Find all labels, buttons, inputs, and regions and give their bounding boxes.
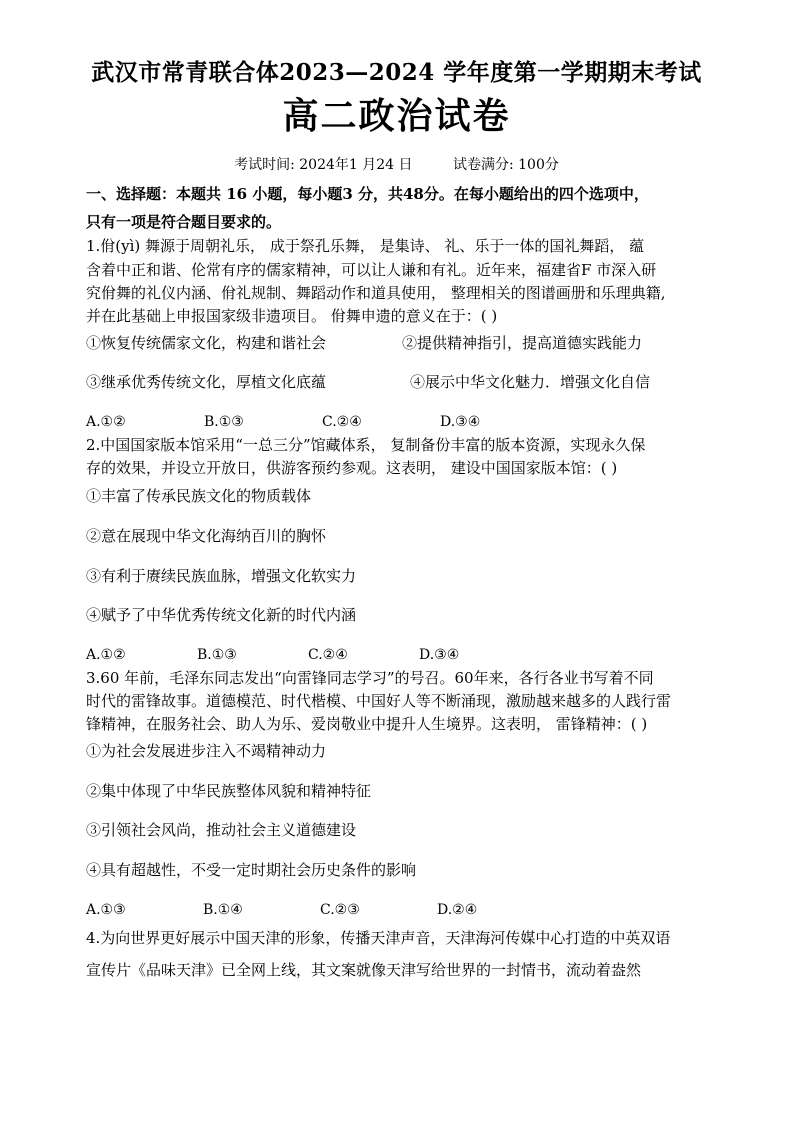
exam-time: 考试时间: 2024年1 月24 日 <box>234 157 413 173</box>
q4-stem-line-1: 4.为向世界更好展示中国天津的形象，传播天津声音，天津海河传媒中心打造的中英双语 <box>86 929 671 947</box>
q2-item-2: ②意在展现中华文化海纳百川的胸怀 <box>86 527 327 545</box>
q3-option-a: A.①③ <box>86 902 126 918</box>
q3-stem-line-2: 时代的雷锋故事。道德模范、时代楷模、中国好人等不断涌现，激励越来越多的人践行雷 <box>86 692 672 710</box>
q1-item-3: ③继承优秀传统文化，厚植文化底蕴 <box>86 373 327 391</box>
q1-options <box>86 412 480 432</box>
q3-stem-line-1: 3.60 年前，毛泽东同志发出“向雷锋同志学习”的号召。60年来，各行各业书写着不同 <box>86 669 654 687</box>
q1-option-d: D.③④ <box>440 414 481 430</box>
exam-subtitle: 高二政治试卷 <box>282 95 511 137</box>
q3-option-b: B.①④ <box>203 902 243 918</box>
q1-stem-line-1: 1.佾(yì) 舞源于周朝礼乐， 成于祭孔乐舞， 是集诗、 礼、乐于一体的国礼舞蹈， 蕴 <box>86 237 645 255</box>
q2-option-a: A.①② <box>86 647 126 663</box>
q1-option-c: C.②④ <box>322 414 362 430</box>
q1-stem-line-4: 并在此基础上申报国家级非遗项目。 佾舞申遗的意义在于：( ) <box>86 307 498 325</box>
exam-meta <box>0 154 793 174</box>
q3-option-c: C.②③ <box>320 902 360 918</box>
q2-item-4: ④赋予了中华优秀传统文化新的时代内涵 <box>86 606 357 624</box>
q1-item-4: ④展示中华文化魅力．增强文化自信 <box>410 373 651 391</box>
q2-item-1: ①丰富了传承民族文化的物质载体 <box>86 487 312 505</box>
q3-item-1: ①为社会发展进步注入不竭精神动力 <box>86 742 327 760</box>
section-heading-line-1: 一、选择题：本题共 16 小题，每小题3 分，共48分。在每小题给出的四个选项中， <box>86 185 649 203</box>
q1-option-a: A.①② <box>86 414 126 430</box>
q1-stem-line-2: 含着中正和谐、伦常有序的儒家精神，可以让人谦和有礼。近年来，福建省F 市深入研 <box>86 261 657 279</box>
q2-options <box>86 645 459 665</box>
q1-item-1: ①恢复传统儒家文化，构建和谐社会 <box>86 334 327 352</box>
q1-item-2: ②提供精神指引，提高道德实践能力 <box>402 334 643 352</box>
section-heading-line-2: 只有一项是符合题目要求的。 <box>86 213 282 231</box>
q2-option-c: C.②④ <box>308 647 348 663</box>
q3-stem-line-3: 锋精神，在服务社会、助人为乐、爱岗敬业中提升人生境界。这表明， 雷锋精神：( ) <box>86 715 648 733</box>
q3-option-d: D.②④ <box>437 902 478 918</box>
q2-option-d: D.③④ <box>419 647 460 663</box>
q2-option-b: B.①③ <box>197 647 237 663</box>
q3-item-3: ③引领社会风尚，推动社会主义道德建设 <box>86 821 357 839</box>
q2-stem-line-2: 存的效果，并设立开放日，供游客预约参观。这表明， 建设中国国家版本馆：( ) <box>86 459 618 477</box>
q3-item-2: ②集中体现了中华民族整体风貌和精神特征 <box>86 782 372 800</box>
exam-title: 武汉市常青联合体2023—2024 学年度第一学期期末考试 <box>91 59 702 86</box>
q2-stem-line-1: 2.中国国家版本馆采用“一总三分”馆藏体系， 复制备份丰富的版本资源，实现永久保 <box>86 436 646 454</box>
full-score: 试卷满分: 100分 <box>452 157 559 173</box>
q1-option-b: B.①③ <box>204 414 244 430</box>
q3-options <box>86 900 477 920</box>
q3-item-4: ④具有超越性，不受一定时期社会历史条件的影响 <box>86 861 417 879</box>
q2-item-3: ③有利于赓续民族血脉，增强文化软实力 <box>86 567 357 585</box>
q4-stem-line-2: 宣传片《品味天津》已全网上线，其文案就像天津写给世界的一封情书，流动着盎然 <box>86 961 642 979</box>
q1-stem-line-3: 究佾舞的礼仪内涵、佾礼规制、舞蹈动作和道具使用， 整理相关的图谱画册和乐理典籍, <box>86 284 666 302</box>
